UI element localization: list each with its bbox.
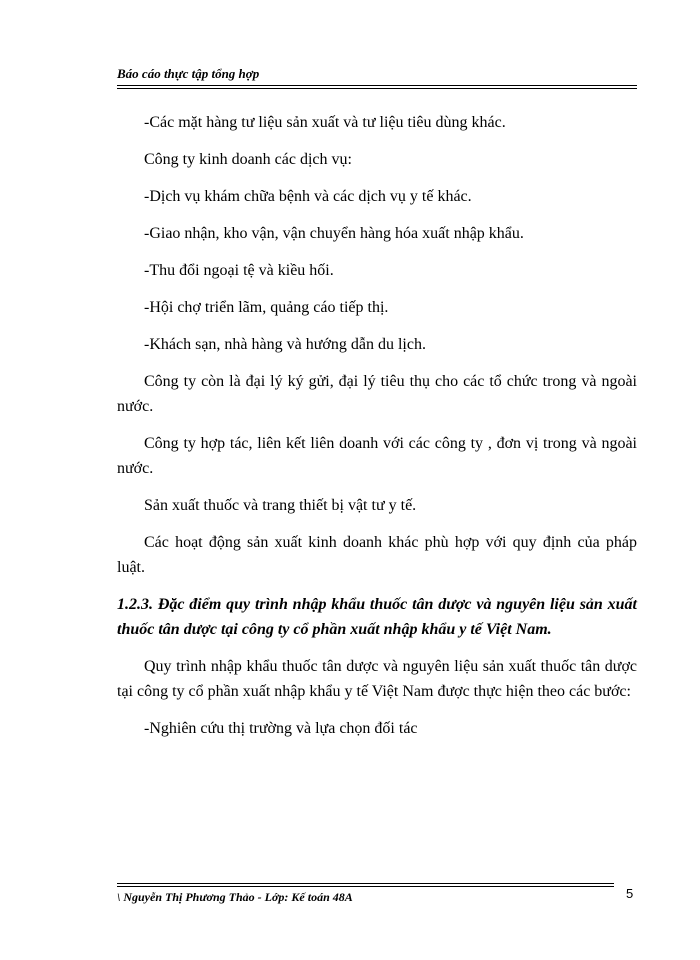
footer-divider <box>117 883 614 884</box>
document-body <box>117 110 637 753</box>
footer-author: \ Nguyễn Thị Phương Thảo - Lớp: Kế toán 48A <box>117 890 353 904</box>
paragraph: -Khách sạn, nhà hàng và hướng dẫn du lịch. <box>144 336 426 353</box>
paragraph: Các hoạt động sản xuất kinh doanh khác phù hợp với quy định của pháp luật. <box>117 534 637 576</box>
paragraph: Công ty còn là đại lý ký gửi, đại lý tiêu thụ cho các tổ chức trong và ngoài nước. <box>117 373 637 415</box>
paragraph: Công ty hợp tác, liên kết liên doanh với các công ty , đơn vị trong và ngoài nước. <box>117 435 637 477</box>
paragraph: -Dịch vụ khám chữa bệnh và các dịch vụ y tế khác. <box>144 188 472 205</box>
paragraph: Sản xuất thuốc và trang thiết bị vật tư y tế. <box>144 497 417 514</box>
paragraph: -Hội chợ triển lãm, quảng cáo tiếp thị. <box>144 299 389 316</box>
paragraph: Công ty kinh doanh các dịch vụ: <box>144 151 352 168</box>
paragraph: -Các mặt hàng tư liệu sản xuất và tư liệu tiêu dùng khác. <box>144 114 506 131</box>
running-header: Báo cáo thực tập tổng hợp <box>117 66 637 86</box>
paragraph: -Giao nhận, kho vận, vận chuyển hàng hóa xuất nhập khẩu. <box>144 225 524 242</box>
section-heading: 1.2.3. Đặc điểm quy trình nhập khẩu thuốc tân dược và nguyên liệu sản xuất thuốc tân dược tại công ty cổ phần xuất nhập khẩu y tế Việt Nam. <box>117 596 637 638</box>
paragraph: Quy trình nhập khẩu thuốc tân dược và nguyên liệu sản xuất thuốc tân dược tại công ty cổ phần xuất nhập khẩu y tế Việt Nam được thực hiện theo các bước: <box>117 658 637 700</box>
page-number: 5 <box>626 886 634 901</box>
paragraph: -Thu đổi ngoại tệ và kiều hối. <box>144 262 334 279</box>
paragraph: -Nghiên cứu thị trường và lựa chọn đối tác <box>144 720 418 737</box>
